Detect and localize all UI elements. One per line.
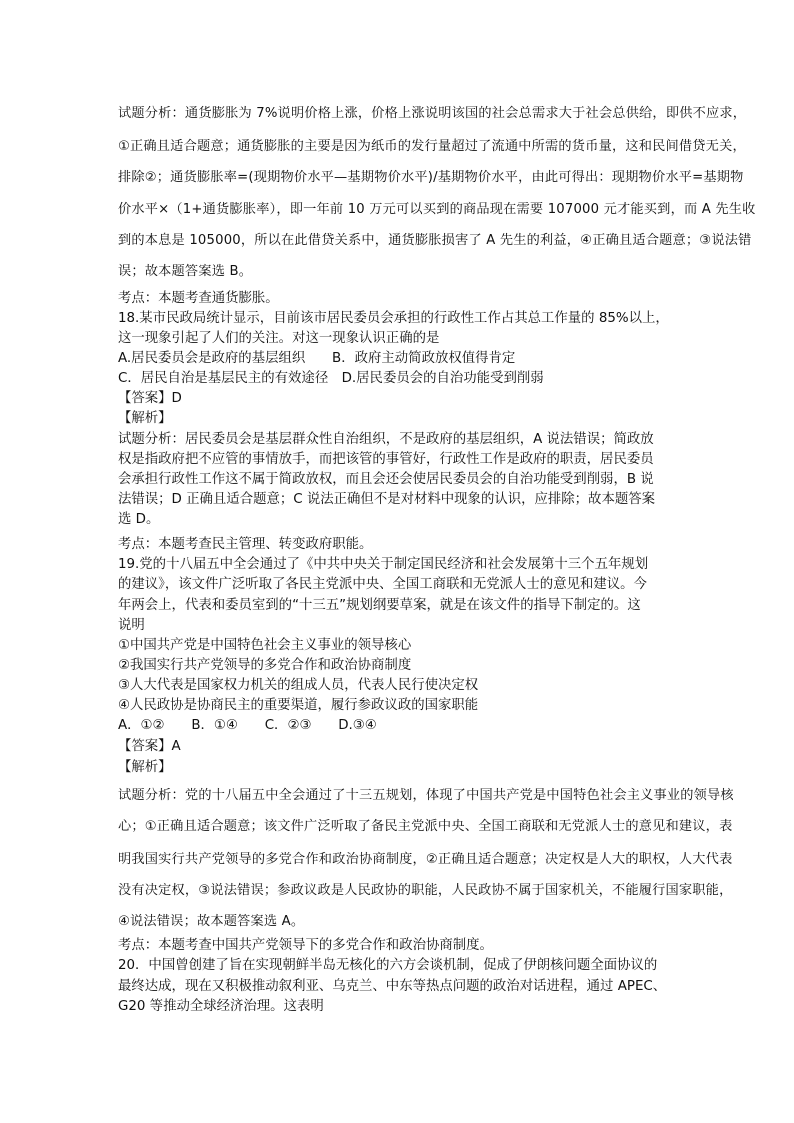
text-line: ①正确且适合题意；通货膨胀的主要是因为纸币的发行量超过了流通中所需的货币量，这和民间借贷无关，	[118, 139, 746, 154]
text-line: 试题分析：通货膨胀为 7%说明价格上涨，价格上涨说明该国的社会总需求大于社会总供给，即供不应求，	[118, 106, 747, 121]
text-line: 说明	[118, 618, 145, 633]
statement-line: ④人民政协是协商民主的重要渠道，履行参政议政的国家职能	[118, 698, 479, 713]
text-line: 排除②；通货膨胀率=(现期物价水平—基期物价水平)/基期物价水平，由此可得出：现期物价水平=基期物	[118, 170, 744, 185]
text-line: 试题分析：党的十八届五中全会通过了十三五规划，体现了中国共产党是中国特色社会主义事业的领导核	[118, 788, 734, 803]
text-line: 考点：本题考查中国共产党领导下的多党合作和政治协商制度。	[118, 938, 493, 953]
text-line: ④说法错误；故本题答案选 A。	[118, 914, 305, 929]
text-line: 考点：本题考查通货膨胀。	[118, 291, 279, 306]
text-line: 的建议》，该文件广泛听取了各民主党派中央、全国工商联和无党派人士的意见和建议。今	[118, 577, 647, 592]
options-line: A．①② B．①④ C．②③ D.③④	[118, 718, 377, 733]
statement-line: ①中国共产党是中国特色社会主义事业的领导核心	[118, 638, 412, 653]
answer-label: 【答案】A	[118, 739, 181, 754]
text-line: 法错误；D 正确且适合题意；C 说法正确但不是对材料中现象的认识，应排除；故本题答案	[118, 492, 656, 507]
statement-line: ③人大代表是国家权力机关的组成人员，代表人民行使决定权	[118, 678, 479, 693]
question-20-stem: 20．中国曾创建了旨在实现朝鲜半岛无核化的六方会谈机制，促成了伊朗核问题全面协议的	[118, 958, 658, 973]
text-line: 这一现象引起了人们的关注。对这一现象认识正确的是	[118, 331, 440, 346]
options-line: C．居民自治是基层民主的有效途径 D.居民委员会的自治功能受到削弱	[118, 371, 544, 386]
text-line: 试题分析：居民委员会是基层群众性自治组织，不是政府的基层组织，A 说法错误；简政放	[118, 432, 654, 447]
text-line: 会承担行政性工作这不属于简政放权，而且会还会使居民委员会的自治功能受到削弱，B 说	[118, 472, 654, 487]
answer-label: 【答案】D	[118, 391, 182, 406]
options-line: A.居民委员会是政府的基层组织 B．政府主动简政放权值得肯定	[118, 351, 516, 366]
analysis-label: 【解析】	[118, 760, 172, 775]
text-line: 最终达成，现在又积极推动叙利亚、乌克兰、中东等热点问题的政治对话进程，通过 APEC、	[118, 979, 667, 994]
text-line: 没有决定权，③说法错误；参政议政是人民政协的职能，人民政协不属于国家机关，不能履行国家职能，	[118, 883, 733, 898]
text-line: 心；①正确且适合题意；该文件广泛听取了备民主党派中央、全国工商联和无党派人士的意见和建议，表	[118, 819, 733, 834]
text-line: 权是指政府把不应管的事情放手，而把该管的事管好，行政性工作是政府的职责，居民委员	[118, 452, 654, 467]
text-line: 到的本息是 105000，所以在此借贷关系中，通货膨胀损害了 A 先生的利益，④正确且适合题意；③说法错	[118, 233, 752, 248]
text-line: 明我国实行共产党领导的多党合作和政治协商制度，②正确且适合题意；决定权是人大的职权，人大代表	[118, 852, 733, 867]
text-line: 考点：本题考查民主管理、转变政府职能。	[118, 537, 373, 552]
text-line: 误；故本题答案选 B。	[118, 264, 253, 279]
text-line: 选 D。	[118, 512, 160, 527]
analysis-label: 【解析】	[118, 411, 172, 426]
statement-line: ②我国实行共产党领导的多党合作和政治协商制度	[118, 658, 412, 673]
text-line: 价水平×（1+通货膨胀率），即一年前 10 万元可以买到的商品现在需要 107000 元才能买到，而 A 先生收	[118, 202, 756, 217]
text-line: 年两会上，代表和委员室到的“十三五”规划纲要草案，就是在该文件的指导下制定的。这	[118, 598, 641, 613]
question-19-stem: 19.党的十八届五中全会通过了《中共中央关于制定国民经济和社会发展第十三个五年规划	[118, 557, 649, 572]
question-18-stem: 18.某市民政局统计显示，目前该市居民委员会承担的行政性工作占其总工作量的 85%以上，	[118, 311, 669, 326]
text-line: G20 等推动全球经济治理。这表明	[118, 999, 324, 1014]
